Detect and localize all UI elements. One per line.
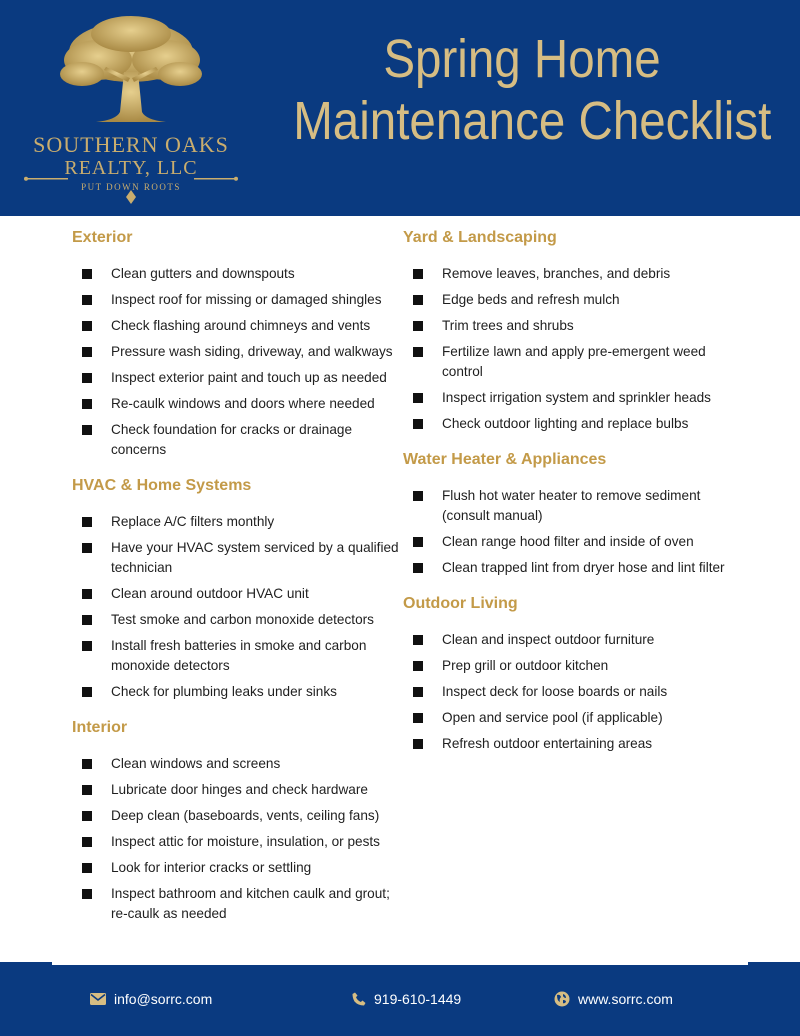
logo-tagline: PUT DOWN ROOTS <box>81 182 181 192</box>
checklist-item-text: Trim trees and shrubs <box>442 318 574 333</box>
checklist-section <box>72 474 402 702</box>
checkbox-square-icon[interactable] <box>82 347 92 357</box>
checkbox-square-icon[interactable] <box>413 393 423 403</box>
checklist-item[interactable] <box>72 316 402 336</box>
footer-bar <box>0 962 800 1036</box>
checklist-item-text: Inspect attic for moisture, insulation, or pests <box>111 834 380 849</box>
checklist-item-text: Pressure wash siding, driveway, and walkways <box>111 344 393 359</box>
checklist-item[interactable] <box>72 610 402 630</box>
checkbox-square-icon[interactable] <box>82 295 92 305</box>
checklist-item[interactable] <box>403 558 743 578</box>
checklist-item[interactable] <box>72 806 402 826</box>
checklist-item[interactable] <box>403 486 743 526</box>
checkbox-square-icon[interactable] <box>82 641 92 651</box>
checklist-item-text: Inspect deck for loose boards or nails <box>442 684 668 699</box>
checklist-item-text: Lubricate door hinges and check hardware <box>111 782 368 797</box>
checklist-item-text: Clean range hood filter and inside of oven <box>442 534 694 549</box>
section-title: Outdoor Living <box>403 595 518 612</box>
website-contact[interactable] <box>554 990 673 1008</box>
checklist-item-text: Clean gutters and downspouts <box>111 266 295 281</box>
checkbox-square-icon[interactable] <box>413 713 423 723</box>
checklist-section <box>403 226 743 434</box>
checklist-section <box>403 448 743 578</box>
checkbox-square-icon[interactable] <box>82 321 92 331</box>
checklist-item-text: Check for plumbing leaks under sinks <box>111 684 337 699</box>
header-banner <box>0 0 800 216</box>
checklist-item[interactable] <box>403 414 743 434</box>
checklist-item[interactable] <box>403 656 743 676</box>
checkbox-square-icon[interactable] <box>413 687 423 697</box>
checklist-section <box>72 716 402 924</box>
checklist-item-text: Have your HVAC system serviced by a qualified technician <box>111 540 399 575</box>
title-line1: Spring Home <box>383 29 661 89</box>
checklist-item[interactable] <box>72 342 402 362</box>
checklist-item-text: Fertilize lawn and apply pre-emergent weed control <box>442 344 706 379</box>
page-title <box>293 28 772 152</box>
checklist-section <box>72 226 402 460</box>
checkbox-square-icon[interactable] <box>413 635 423 645</box>
oak-tree-icon <box>20 12 242 210</box>
checklist-item-text: Clean windows and screens <box>111 756 281 771</box>
checklist-item-text: Deep clean (baseboards, vents, ceiling fans) <box>111 808 380 823</box>
checkbox-square-icon[interactable] <box>413 269 423 279</box>
section-title: Exterior <box>72 229 133 246</box>
checkbox-square-icon[interactable] <box>413 563 423 573</box>
checkbox-square-icon[interactable] <box>413 739 423 749</box>
website-text[interactable]: www.sorrc.com <box>578 991 673 1007</box>
checklist-item-text: Clean and inspect outdoor furniture <box>442 632 655 647</box>
checklist-item[interactable] <box>72 682 402 702</box>
email-contact[interactable] <box>90 990 212 1008</box>
checkbox-square-icon[interactable] <box>82 373 92 383</box>
checklist-item[interactable] <box>403 682 743 702</box>
checklist-item[interactable] <box>403 630 743 650</box>
checklist-item[interactable] <box>72 538 402 578</box>
checklist-item-text: Check foundation for cracks or drainage concerns <box>111 422 353 457</box>
phone-icon <box>352 992 366 1006</box>
checkbox-square-icon[interactable] <box>82 517 92 527</box>
checkbox-square-icon[interactable] <box>413 491 423 501</box>
checkbox-square-icon[interactable] <box>82 687 92 697</box>
logo-name-line2: REALTY, LLC <box>64 157 198 179</box>
checkbox-square-icon[interactable] <box>413 347 423 357</box>
checklist-item[interactable] <box>72 290 402 310</box>
checkbox-square-icon[interactable] <box>82 543 92 553</box>
checklist-item-text: Test smoke and carbon monoxide detectors <box>111 612 374 627</box>
checkbox-square-icon[interactable] <box>82 615 92 625</box>
checkbox-square-icon[interactable] <box>82 863 92 873</box>
checkbox-square-icon[interactable] <box>413 321 423 331</box>
section-title: Yard & Landscaping <box>403 229 557 246</box>
section-title: HVAC & Home Systems <box>72 477 252 494</box>
checklist-item[interactable] <box>403 708 743 728</box>
checkbox-square-icon[interactable] <box>413 661 423 671</box>
checkbox-square-icon[interactable] <box>82 889 92 899</box>
checklist-item-text: Replace A/C filters monthly <box>111 514 275 529</box>
checklist-item[interactable] <box>72 420 402 460</box>
checklist-item-text: Re-caulk windows and doors where needed <box>111 396 375 411</box>
logo-name-line1: SOUTHERN OAKS <box>33 132 229 157</box>
checklist-item-text: Open and service pool (if applicable) <box>442 710 663 725</box>
checklist-item-text: Install fresh batteries in smoke and carbon monoxide detectors <box>111 638 367 673</box>
checklist-item-text: Edge beds and refresh mulch <box>442 292 620 307</box>
checklist-item-text: Check outdoor lighting and replace bulbs <box>442 416 689 431</box>
checkbox-square-icon[interactable] <box>413 295 423 305</box>
checklist-item[interactable] <box>403 316 743 336</box>
checklist-section <box>403 592 743 754</box>
checklist-item-text: Look for interior cracks or settling <box>111 860 312 875</box>
section-title: Interior <box>72 719 128 736</box>
footer-divider <box>52 962 748 965</box>
checklist-item-text: Inspect exterior paint and touch up as needed <box>111 370 387 385</box>
checkbox-square-icon[interactable] <box>82 589 92 599</box>
checklist-item-text: Prep grill or outdoor kitchen <box>442 658 609 673</box>
checklist-item-text: Remove leaves, branches, and debris <box>442 266 671 281</box>
checkbox-square-icon[interactable] <box>82 837 92 847</box>
checkbox-square-icon[interactable] <box>82 425 92 435</box>
checklist-item[interactable] <box>72 636 402 676</box>
globe-icon <box>554 991 570 1007</box>
checklist-item[interactable] <box>72 780 402 800</box>
checklist-item[interactable] <box>72 832 402 852</box>
checklist-item[interactable] <box>72 264 402 284</box>
checklist-item[interactable] <box>403 342 743 382</box>
checklist-item[interactable] <box>72 368 402 388</box>
checkbox-square-icon[interactable] <box>413 419 423 429</box>
title-line2: Maintenance Checklist <box>293 91 772 151</box>
left-column <box>72 226 402 938</box>
checklist-item-text: Clean around outdoor HVAC unit <box>111 586 309 601</box>
checklist-item[interactable] <box>403 290 743 310</box>
section-title: Water Heater & Appliances <box>403 451 607 468</box>
checkbox-square-icon[interactable] <box>82 759 92 769</box>
checkbox-square-icon[interactable] <box>82 269 92 279</box>
checklist-item[interactable] <box>72 754 402 774</box>
checklist-item[interactable] <box>403 532 743 552</box>
checklist-item[interactable] <box>72 884 402 924</box>
checklist-item[interactable] <box>72 858 402 878</box>
checkbox-square-icon[interactable] <box>413 537 423 547</box>
checklist-item-text: Inspect roof for missing or damaged shingles <box>111 292 382 307</box>
phone-text[interactable]: 919-610-1449 <box>374 991 462 1007</box>
checklist-item-text: Check flashing around chimneys and vents <box>111 318 371 333</box>
checkbox-square-icon[interactable] <box>82 785 92 795</box>
checklist-item[interactable] <box>403 264 743 284</box>
checklist-item[interactable] <box>72 512 402 532</box>
checklist-item-text: Refresh outdoor entertaining areas <box>442 736 653 751</box>
checklist-item[interactable] <box>403 388 743 408</box>
right-column <box>403 226 743 768</box>
checklist-item-text: Flush hot water heater to remove sediment (consult manual) <box>442 488 701 523</box>
checklist-item-text: Clean trapped lint from dryer hose and lint filter <box>442 560 725 575</box>
envelope-icon <box>90 993 106 1005</box>
checklist-item[interactable] <box>72 584 402 604</box>
phone-contact[interactable] <box>352 990 461 1008</box>
email-text[interactable]: info@sorrc.com <box>114 991 213 1007</box>
checklist-item[interactable] <box>403 734 743 754</box>
checklist-item[interactable] <box>72 394 402 414</box>
checklist-item-text: Inspect irrigation system and sprinkler heads <box>442 390 711 405</box>
checkbox-square-icon[interactable] <box>82 399 92 409</box>
checklist-item-text: Inspect bathroom and kitchen caulk and grout; re-caulk as needed <box>111 886 390 921</box>
company-logo <box>20 12 242 210</box>
checkbox-square-icon[interactable] <box>82 811 92 821</box>
